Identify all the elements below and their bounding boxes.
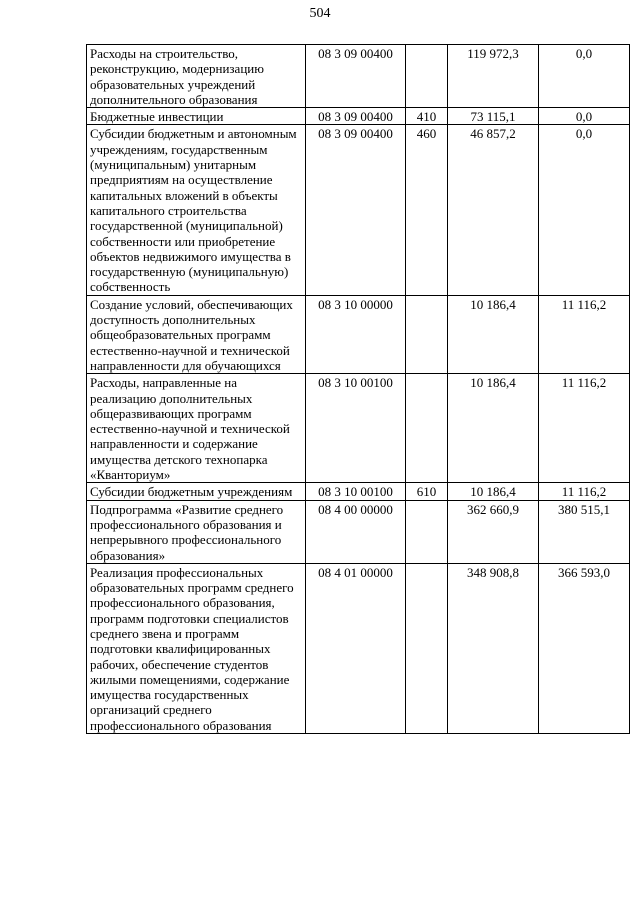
row-code-cell: 08 3 09 00400 bbox=[306, 125, 406, 295]
table-row bbox=[87, 374, 630, 483]
table-row bbox=[87, 108, 630, 125]
row-expense-type-cell bbox=[406, 500, 448, 563]
table-row bbox=[87, 563, 630, 733]
row-year2-amount-cell: 366 593,0 bbox=[539, 563, 630, 733]
row-year2-amount-cell: 0,0 bbox=[539, 108, 630, 125]
row-year1-amount-cell: 119 972,3 bbox=[448, 45, 539, 108]
page-number: 504 bbox=[309, 6, 331, 21]
table-row bbox=[87, 295, 630, 373]
row-year1-amount-cell: 10 186,4 bbox=[448, 483, 539, 500]
row-year2-amount-cell: 380 515,1 bbox=[539, 500, 630, 563]
budget-table-body bbox=[87, 45, 630, 734]
row-expense-type-cell: 460 bbox=[406, 125, 448, 295]
row-year2-amount-cell: 11 116,2 bbox=[539, 295, 630, 373]
row-year2-amount-cell: 11 116,2 bbox=[539, 483, 630, 500]
row-code-cell: 08 3 10 00100 bbox=[306, 483, 406, 500]
table-row bbox=[87, 125, 630, 295]
row-name-cell: Бюджетные инвестиции bbox=[87, 108, 306, 125]
row-expense-type-cell: 610 bbox=[406, 483, 448, 500]
row-code-cell: 08 3 09 00400 bbox=[306, 45, 406, 108]
table-row bbox=[87, 483, 630, 500]
row-code-cell: 08 3 10 00000 bbox=[306, 295, 406, 373]
row-code-cell: 08 3 10 00100 bbox=[306, 374, 406, 483]
row-year1-amount-cell: 362 660,9 bbox=[448, 500, 539, 563]
row-year1-amount-cell: 73 115,1 bbox=[448, 108, 539, 125]
row-name-cell: Создание условий, обеспечивающих доступность дополнительных общеобразовательных программ естественно-научной и технической направленности для обучающихся bbox=[87, 295, 306, 373]
row-year1-amount-cell: 10 186,4 bbox=[448, 295, 539, 373]
row-expense-type-cell: 410 bbox=[406, 108, 448, 125]
row-expense-type-cell bbox=[406, 563, 448, 733]
row-expense-type-cell bbox=[406, 374, 448, 483]
row-year1-amount-cell: 348 908,8 bbox=[448, 563, 539, 733]
row-year1-amount-cell: 46 857,2 bbox=[448, 125, 539, 295]
row-code-cell: 08 3 09 00400 bbox=[306, 108, 406, 125]
budget-table bbox=[86, 44, 630, 734]
row-year2-amount-cell: 0,0 bbox=[539, 125, 630, 295]
row-year2-amount-cell: 11 116,2 bbox=[539, 374, 630, 483]
row-year2-amount-cell: 0,0 bbox=[539, 45, 630, 108]
table-row bbox=[87, 500, 630, 563]
row-expense-type-cell bbox=[406, 295, 448, 373]
table-row bbox=[87, 45, 630, 108]
row-code-cell: 08 4 00 00000 bbox=[306, 500, 406, 563]
row-name-cell: Расходы, направленные на реализацию дополнительных общеразвивающих программ естественно-научной и технической направленности и содержание имущества детского технопарка «Кванториум» bbox=[87, 374, 306, 483]
row-name-cell: Реализация профессиональных образовательных программ среднего профессионального образования, программ подготовки специалистов среднего звена и программ подготовки квалифицированных рабочих, обеспечение студентов жилыми помещениями, содержание имущества государственных организаций среднего профессионального образования bbox=[87, 563, 306, 733]
row-code-cell: 08 4 01 00000 bbox=[306, 563, 406, 733]
row-name-cell: Расходы на строительство, реконструкцию, модернизацию образовательных учреждений дополнительного образования bbox=[87, 45, 306, 108]
row-year1-amount-cell: 10 186,4 bbox=[448, 374, 539, 483]
row-expense-type-cell bbox=[406, 45, 448, 108]
row-name-cell: Подпрограмма «Развитие среднего профессионального образования и непрерывного профессионального образования» bbox=[87, 500, 306, 563]
row-name-cell: Субсидии бюджетным и автономным учреждениям, государственным (муниципальным) унитарным предприятиям на осуществление капитальных вложений в объекты капитального строительства государственной (муниципальной) собственности или приобретение объектов недвижимого имущества в государственную (муниципальную) собственность bbox=[87, 125, 306, 295]
row-name-cell: Субсидии бюджетным учреждениям bbox=[87, 483, 306, 500]
